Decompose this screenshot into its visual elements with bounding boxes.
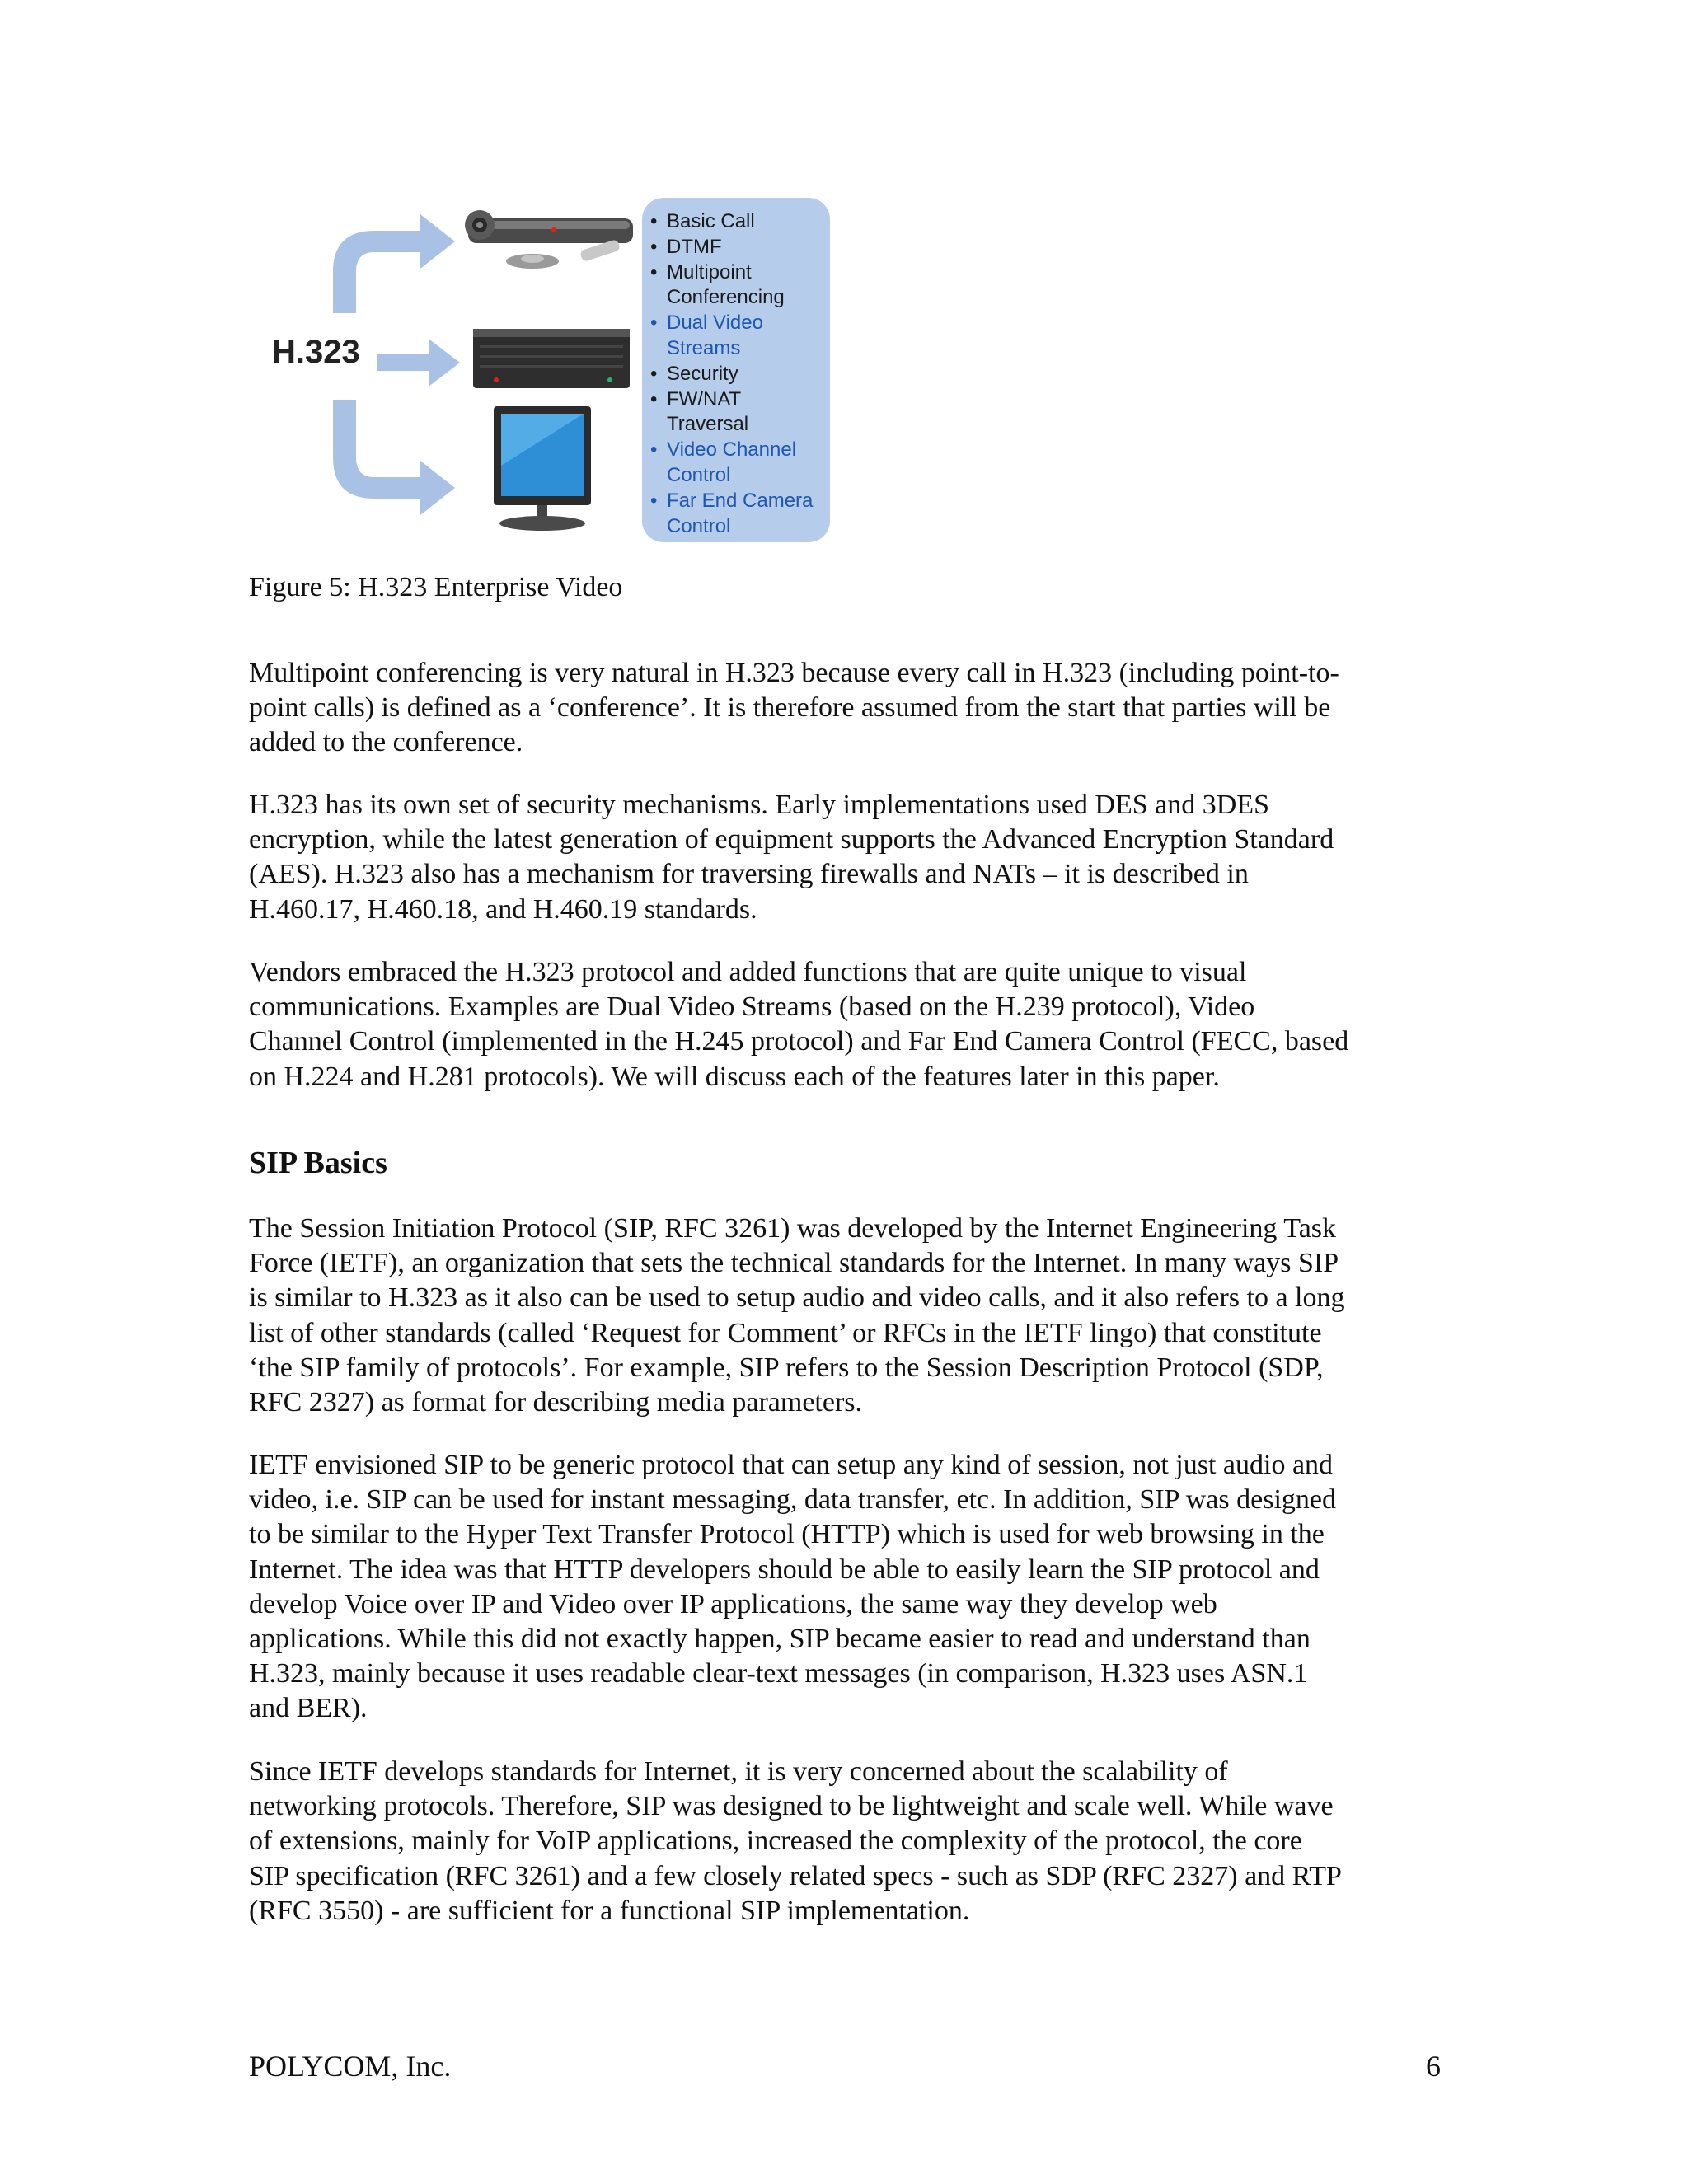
arrow-down-right-icon <box>333 400 455 515</box>
text-line: H.460.17, H.460.18, and H.460.19 standards. <box>249 893 757 925</box>
text-line: Channel Control (implemented in the H.245 protocol) and Far End Camera Control (FECC, based <box>249 1026 1349 1057</box>
text-line: communications. Examples are Dual Video Streams (based on the H.239 protocol), Video <box>249 991 1255 1023</box>
feature-item: Streams <box>667 336 741 359</box>
paragraph <box>249 656 1452 761</box>
text-line: Since IETF develops standards for Internet, it is very concerned about the scalability of <box>249 1756 1228 1787</box>
text-line: is similar to H.323 as it also can be used to setup audio and video calls, and it also refers to a long <box>249 1282 1345 1314</box>
text-line: on H.224 and H.281 protocols). We will discuss each of the features later in this paper. <box>249 1061 1220 1092</box>
arrow-up-right-icon <box>333 214 455 313</box>
text-line: develop Voice over IP and Video over IP applications, the same way they develop web <box>249 1588 1217 1619</box>
text-line: Vendors embraced the H.323 protocol and added functions that are quite unique to visual <box>249 957 1247 987</box>
text-line: H.323 has its own set of security mechanisms. Early implementations used DES and 3DES <box>249 790 1269 820</box>
text-line: and BER). <box>249 1693 368 1724</box>
text-line: list of other standards (called ‘Request for Comment’ or RFCs in the IETF lingo) that constitute <box>249 1317 1322 1348</box>
text-line: added to the conference. <box>249 727 523 758</box>
text-line: networking protocols. Therefore, SIP was designed to be lightweight and scale well. While wave <box>249 1791 1334 1822</box>
text-line: of extensions, mainly for VoIP applications, increased the complexity of the protocol, the core <box>249 1825 1302 1857</box>
text-line: (AES). H.323 also has a mechanism for traversing firewalls and NATs – it is described in <box>249 859 1249 890</box>
video-conference-unit-icon <box>465 210 633 269</box>
paragraph <box>249 1755 1452 1929</box>
feature-item: Conferencing <box>667 286 785 309</box>
paragraph <box>249 1448 1452 1727</box>
feature-item: • Basic Call <box>650 209 827 235</box>
text-line: (RFC 3550) - are sufficient for a functional SIP implementation. <box>249 1895 970 1926</box>
text-line: point calls) is defined as a ‘conference’. It is therefore assumed from the start that parties will be <box>249 692 1331 724</box>
text-line: SIP specification (RFC 3261) and a few closely related specs - such as SDP (RFC 2327) and RTP <box>249 1860 1342 1891</box>
footer-company: POLYCOM, Inc. <box>249 2050 452 2083</box>
feature-item: • Multipoint <box>650 260 827 286</box>
text-line: encryption, while the latest generation of equipment supports the Advanced Encryption Standard <box>249 824 1334 855</box>
feature-item: • Security <box>650 362 827 387</box>
text-line: H.323, mainly because it uses readable clear-text messages (in comparison, H.323 uses ASN.1 <box>249 1658 1308 1690</box>
arrow-right-icon <box>377 339 460 387</box>
feature-list <box>650 209 827 539</box>
rack-server-icon <box>473 329 630 388</box>
paragraph <box>249 1212 1452 1420</box>
text-line: applications. While this did not exactly happen, SIP became easier to read and understand than <box>249 1624 1311 1655</box>
text-line: Multipoint conferencing is very natural in H.323 because every call in H.323 (including point-to- <box>249 658 1339 688</box>
text-line: RFC 2327) as format for describing media parameters. <box>249 1387 863 1418</box>
h323-figure <box>264 194 841 548</box>
feature-item: • Far End Camera <box>650 489 827 514</box>
paragraph <box>249 788 1452 927</box>
text-line: video, i.e. SIP can be used for instant messaging, data transfer, etc. In addition, SIP was designed <box>249 1484 1336 1516</box>
text-line: Internet. The idea was that HTTP developers should be able to easily learn the SIP protocol and <box>249 1554 1320 1585</box>
feature-list-box <box>642 198 830 542</box>
protocol-label: H.323 <box>272 334 360 370</box>
figure-caption: Figure 5: H.323 Enterprise Video <box>249 572 623 602</box>
section-heading: SIP Basics <box>249 1146 387 1180</box>
feature-item: Traversal <box>667 413 749 436</box>
feature-item: Control <box>667 514 731 537</box>
feature-item: • DTMF <box>650 235 827 260</box>
paragraph <box>249 955 1452 1094</box>
text-line: Force (IETF), an organization that sets the technical standards for the Internet. In many ways SIP <box>249 1248 1339 1279</box>
text-line: The Session Initiation Protocol (SIP, RFC 3261) was developed by the Internet Engineering Task <box>249 1213 1337 1244</box>
feature-item: • FW/NAT <box>650 387 827 413</box>
feature-item: • Video Channel <box>650 438 827 463</box>
monitor-icon <box>494 406 591 531</box>
feature-item: • Dual Video <box>650 311 827 336</box>
text-line: to be similar to the Hyper Text Transfer Protocol (HTTP) which is used for web browsing in the <box>249 1519 1325 1550</box>
text-line: ‘the SIP family of protocols’. For example, SIP refers to the Session Description Protocol (SDP, <box>249 1352 1324 1383</box>
feature-item: Control <box>667 463 731 486</box>
page-number: 6 <box>1426 2050 1441 2083</box>
text-line: IETF envisioned SIP to be generic protocol that can setup any kind of session, not just audio and <box>249 1450 1334 1480</box>
